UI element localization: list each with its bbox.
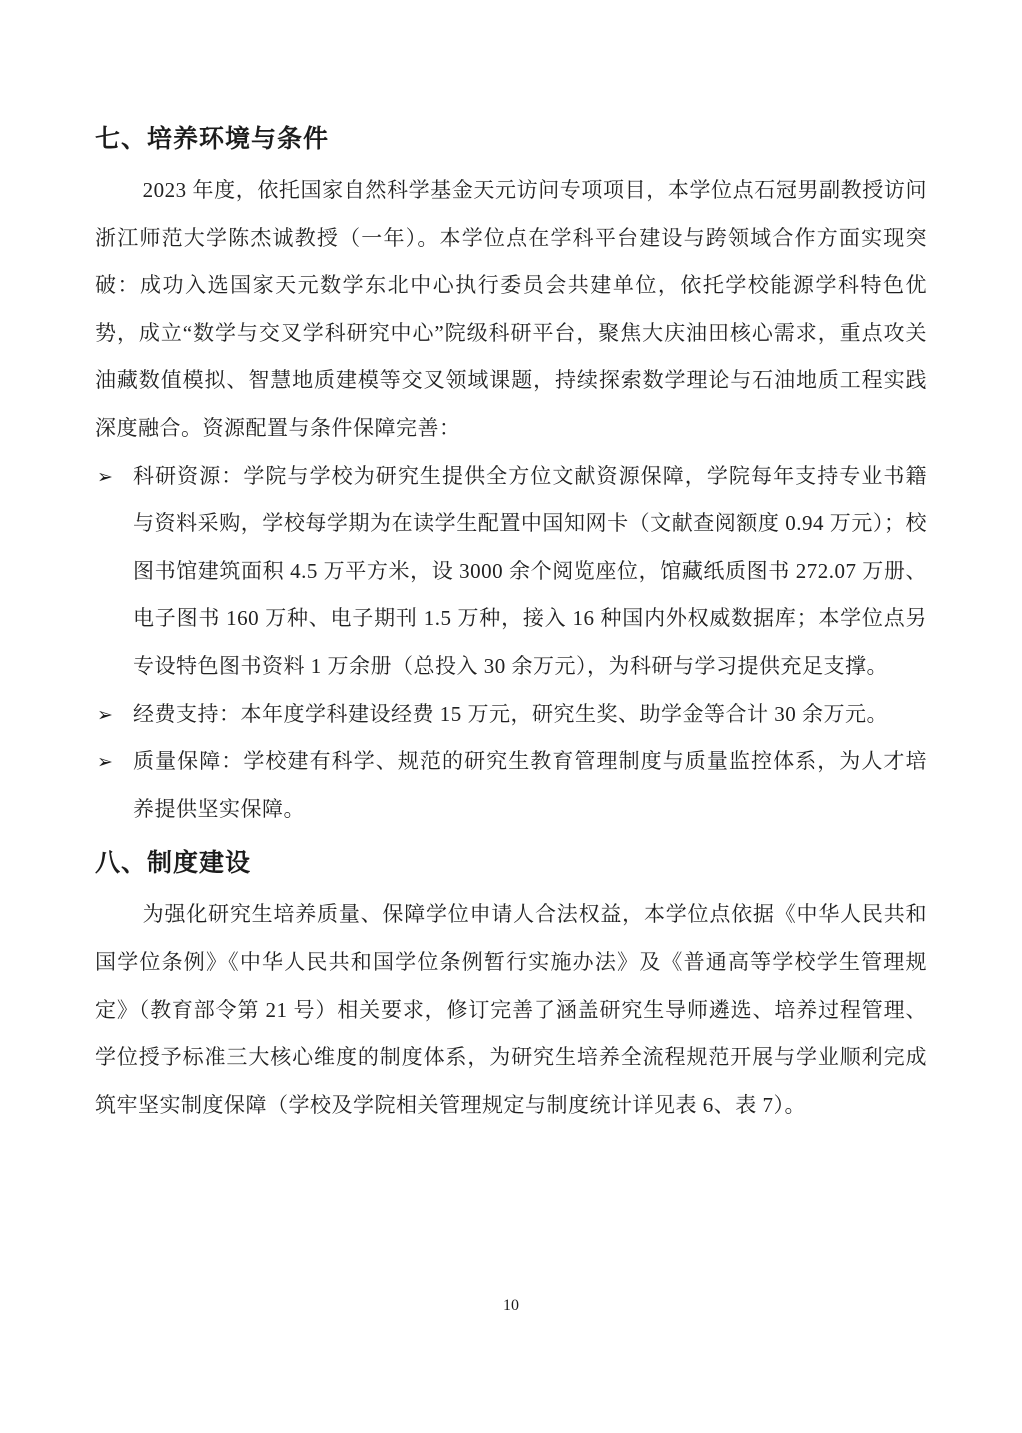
list-item-text: 科研资源：学院与学校为研究生提供全方位文献资源保障，学院每年支持专业书籍与资料采购，学校每学期为在读学生配置中国知网卡（文献查阅额度 0.94 万元）；校图书馆建筑面积 4.5 万平方米，设 3000 余个阅览座位，馆藏纸质图书 272.07 万册、电子图书 160 万种、电子期刊 1.5 万种，接入 16 种国内外权威数据库；本学位点另专设特色图书资料 1 万余册（总投入 30 余万元），为科研与学习提供充足支撑。 (133, 463, 927, 678)
resource-guarantee-list (95, 453, 927, 834)
list-item-research-resources (95, 453, 927, 691)
list-item-quality-assurance (95, 738, 927, 833)
list-item-text: 质量保障：学校建有科学、规范的研究生教育管理制度与质量监控体系，为人才培养提供坚实保障。 (133, 749, 927, 821)
arrowhead-bullet-icon: ➢ (97, 751, 114, 774)
list-item-funding-support (95, 691, 927, 739)
section-heading-training-environment: 七、培养环境与条件 (95, 125, 330, 153)
section-heading-institution-building: 八、制度建设 (95, 849, 252, 878)
list-item-text: 经费支持：本年度学科建设经费 15 万元，研究生奖、助学金等合计 30 余万元。 (133, 701, 888, 726)
paragraph-training-environment: 2023 年度，依托国家自然科学基金天元访问专项项目，本学位点石冠男副教授访问浙江师范大学陈杰诚教授（一年）。本学位点在学科平台建设与跨领域合作方面实现突破：成功入选国家天元数学东北中心执行委员会共建单位，依托学校能源学科特色优势，成立“数学与交叉学科研究中心”院级科研平台，聚焦大庆油田核心需求，重点攻关油藏数值模拟、智慧地质建模等交叉领域课题，持续探索数学理论与石油地质工程实践深度融合。资源配置与条件保障完善： (95, 178, 927, 440)
paragraph-institution-building: 为强化研究生培养质量、保障学位申请人合法权益，本学位点依据《中华人民共和国学位条例》《中华人民共和国学位条例暂行实施办法》及《普通高等学校学生管理规定》（教育部令第 21 号）相关要求，修订完善了涵盖研究生导师遴选、培养过程管理、学位授予标准三大核心维度的制度体系，为研究生培养全流程规范开展与学业顺利完成筑牢坚实制度保障（学校及学院相关管理规定与制度统计详见表 6、表 7）。 (95, 902, 927, 1117)
page-number: 10 (503, 1297, 519, 1314)
arrowhead-bullet-icon: ➢ (97, 465, 114, 488)
arrowhead-bullet-icon: ➢ (97, 703, 114, 726)
